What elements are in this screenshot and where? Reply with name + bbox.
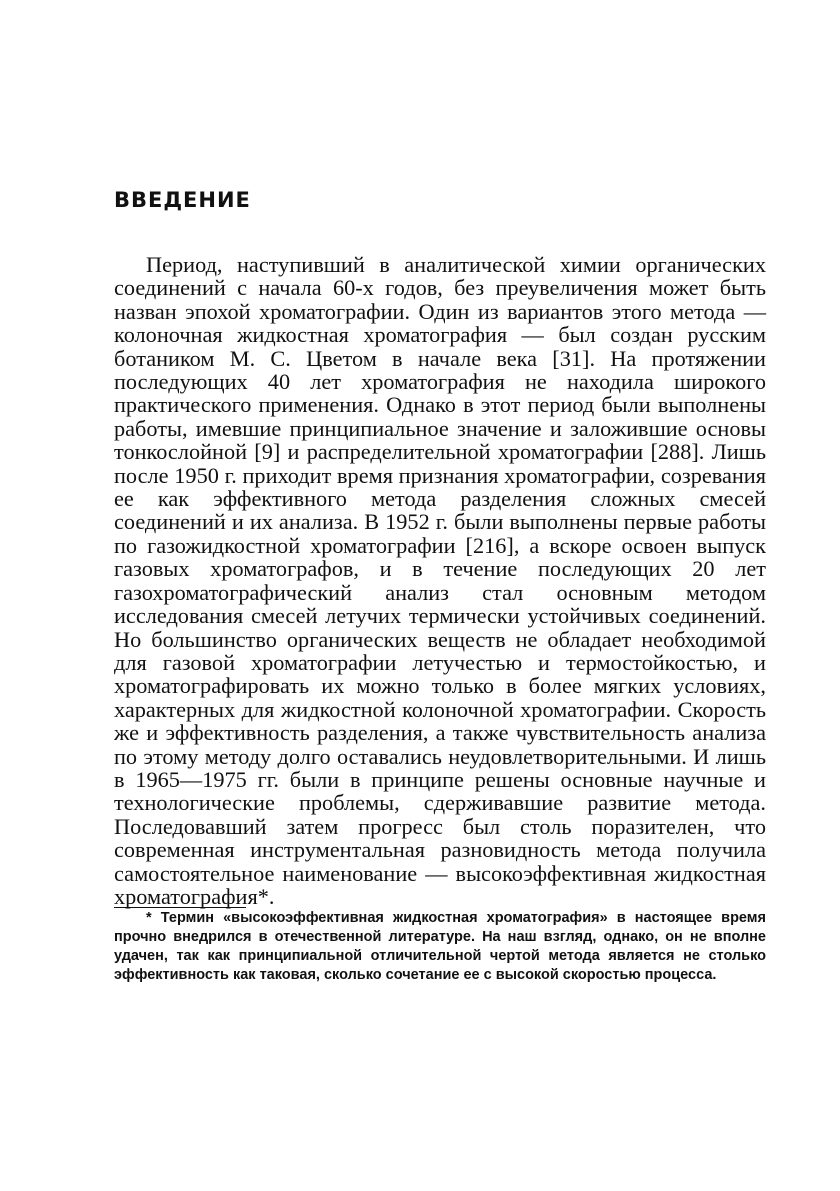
body-paragraph: Период, наступивший в аналитической химии органических соединений с начала 60-х годов, без преувеличения может быть назван эпохой хроматографии. Один из вариантов этого метода — колоночная жидкостная хроматография — был создан русским ботаником М. С. Цветом в начале века [31]. На протяжении последующих 40 лет хроматография не находила широкого практического применения. Однако в этот период были выполнены работы, имевшие принципиальное значение и заложившие основы тонкослойной [9] и распределительной хроматографии [288]. Лишь после 1950 г. приходит время признания хроматографии, созревания ее как эффективного метода разделения сложных смесей соединений и их анализа. В 1952 г. были выполнены первые работы по газожидкостной хроматографии [216], а вскоре освоен выпуск газовых хроматографов, и в течение последующих 20 лет газохроматографический анализ стал основным методом исследования смесей летучих термически устойчивых соединений. Но большинство органических веществ не обладает необходимой для газовой хроматографии летучестью и термостойкостью, и хроматографировать их можно только в более мягких условиях, характерных для жидкостной колоночной хроматографии. Скорость же и эффективность разделения, а также чувствительность анализа по этому методу долго оставались неудовлетворительными. И лишь в 1965—1975 гг. были в принципе решены основные научные и технологические проблемы, сдерживавшие развитие метода. Последовавший затем прогресс был столь поразителен, что современная инструментальная разновидность метода получила самостоятельное наименование — высокоэффективная жидкостная хроматография*. — [114, 252, 766, 909]
footnote-divider — [114, 907, 246, 908]
chapter-heading: ВВЕДЕНИЕ — [114, 188, 251, 212]
footnote: * Термин «высокоэффективная жидкостная хроматография» в настоящее время прочно внедрился в отечественной литературе. На наш взгляд, однако, он не вполне удачен, так как принципиальной отличительной чертой метода является не столько эффективность как таковая, сколько сочетание ее с высокой скоростью процесса. — [114, 910, 766, 983]
